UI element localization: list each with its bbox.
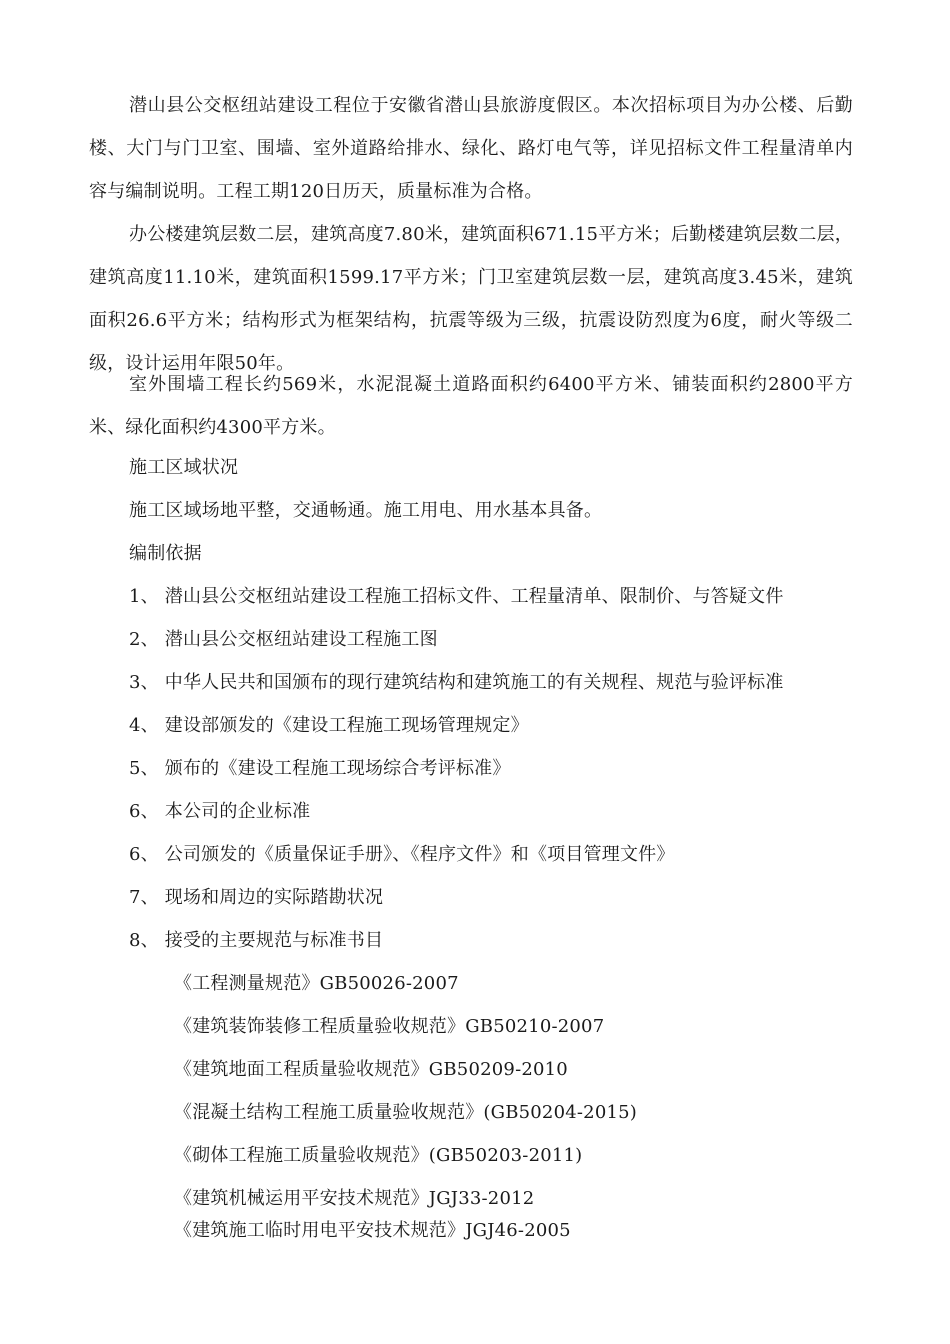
standard-item: 《建筑施工临时用电平安技术规范》JGJ46-2005 (174, 1220, 571, 1241)
basis-item: 2、 潜山县公交枢纽站建设工程施工图 (129, 629, 438, 650)
basis-heading: 编制依据 (129, 543, 202, 564)
basis-item: 5、 颁布的《建设工程施工现场综合考评标准》 (129, 758, 511, 779)
standard-item: 《建筑装饰装修工程质量验收规范》GB50210-2007 (174, 1016, 605, 1037)
site-text: 施工区域场地平整，交通畅通。施工用电、用水基本具备。 (129, 500, 603, 521)
standard-item: 《建筑地面工程质量验收规范》GB50209-2010 (174, 1059, 568, 1080)
basis-item: 4、 建设部颁发的《建设工程施工现场管理规定》 (129, 715, 529, 736)
standard-item: 《砌体工程施工质量验收规范》(GB50203-2011) (174, 1145, 583, 1166)
standard-item: 《混凝土结构工程施工质量验收规范》(GB50204-2015) (174, 1102, 638, 1123)
exterior-paragraph: 室外围墙工程长约569米，水泥混凝土道路面积约6400平方米、铺装面积约2800平方米、绿化面积约4300平方米。 (89, 374, 853, 438)
basis-item: 3、 中华人民共和国颁布的现行建筑结构和建筑施工的有关规程、规范与验评标准 (129, 672, 784, 693)
site-heading: 施工区域状况 (129, 457, 239, 478)
basis-item: 7、 现场和周边的实际踏勘状况 (129, 887, 384, 908)
standard-item: 《工程测量规范》GB50026-2007 (174, 973, 459, 994)
standard-item: 《建筑机械运用平安技术规范》JGJ33-2012 (174, 1188, 535, 1209)
basis-item: 6、 本公司的企业标准 (129, 801, 311, 822)
basis-item: 8、 接受的主要规范与标准书目 (129, 930, 384, 951)
basis-item: 1、 潜山县公交枢纽站建设工程施工招标文件、工程量清单、限制价、与答疑文件 (129, 586, 784, 607)
building-paragraph: 办公楼建筑层数二层，建筑高度7.80米，建筑面积671.15平方米；后勤楼建筑层数二层，建筑高度11.10米，建筑面积1599.17平方米；门卫室建筑层数一层，建筑高度3.45米，建筑面积26.6平方米；结构形式为框架结构，抗震等级为三级，抗震设防烈度为6度，耐火等级二级，设计运用年限50年。 (89, 224, 853, 374)
intro-paragraph: 潜山县公交枢纽站建设工程位于安徽省潜山县旅游度假区。本次招标项目为办公楼、后勤楼、大门与门卫室、围墙、室外道路给排水、绿化、路灯电气等，详见招标文件工程量清单内容与编制说明。工程工期120日历天，质量标准为合格。 (89, 95, 853, 202)
basis-item: 6、 公司颁发的《质量保证手册》、《程序文件》和《项目管理文件》 (129, 844, 675, 865)
